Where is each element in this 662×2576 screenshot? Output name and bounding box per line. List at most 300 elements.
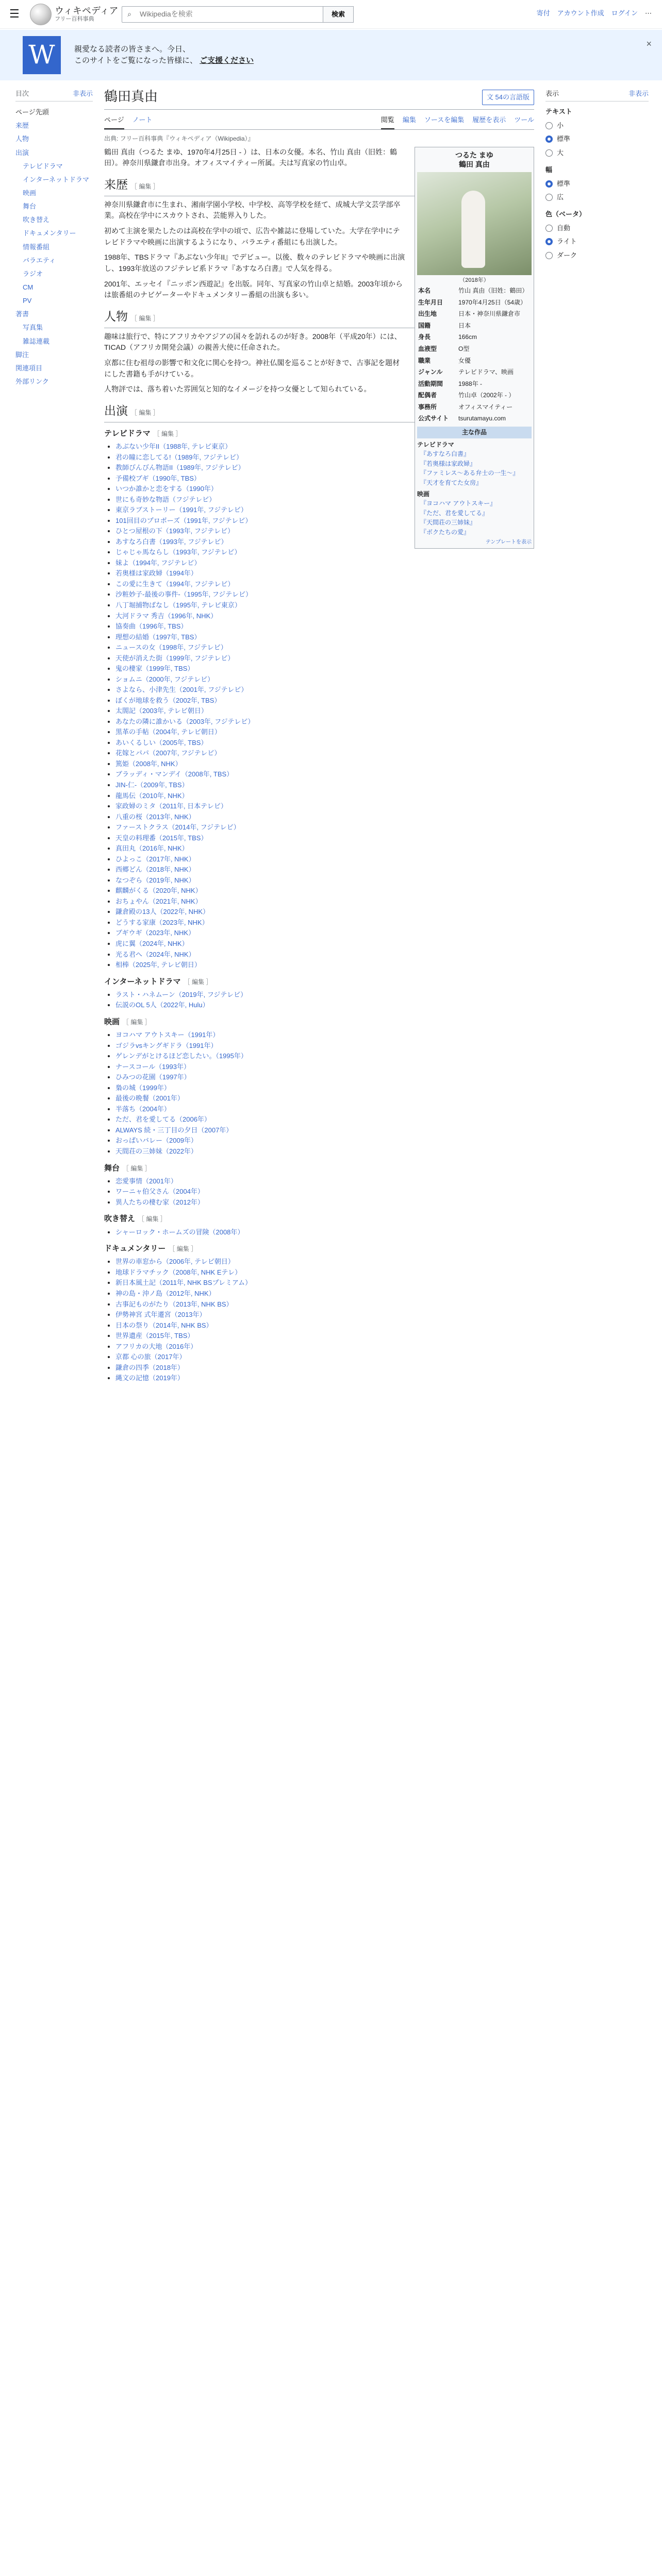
language-button[interactable]: 文 54の言語版 <box>482 90 534 105</box>
work-link[interactable]: 縄文の記憶（2019年） <box>115 1374 184 1382</box>
works-item[interactable]: 『若奥様は家政婦』 <box>420 460 476 467</box>
list-item <box>115 1041 534 1052</box>
list-item <box>115 791 534 802</box>
infobox-row <box>417 401 532 413</box>
work-link[interactable]: あいくるしい（2005年, TBS） <box>115 738 208 747</box>
work-link[interactable]: ヨコハマ アウトスキー（1991年） <box>115 1031 220 1039</box>
work-link[interactable]: 半落ち（2004年） <box>115 1105 171 1113</box>
work-link[interactable]: 龍馬伝（2010年, NHK） <box>115 791 189 800</box>
list-item <box>115 822 534 833</box>
work-link[interactable]: 天皇の料理番（2015年, TBS） <box>115 834 208 842</box>
tab-history[interactable]: 履歴を表示 <box>472 115 506 124</box>
list-item <box>115 939 534 950</box>
edit-link[interactable]: ［ 編集 ］ <box>123 1164 151 1172</box>
work-link[interactable]: JIN-仁-（2009年, TBS） <box>115 781 189 789</box>
list-item <box>115 579 534 590</box>
toc-item[interactable]: インターネットドラマ <box>23 175 89 183</box>
list-item <box>115 664 534 674</box>
work-link[interactable]: ひとつ屋根の下（1993年, フジテレビ） <box>115 527 235 535</box>
list-item <box>115 843 534 854</box>
search-box <box>122 6 354 23</box>
tab-talk[interactable]: ノート <box>132 115 153 124</box>
list-item <box>115 1320 534 1331</box>
work-link[interactable]: 鎌倉の四季（2018年） <box>115 1363 184 1371</box>
works-item[interactable]: 『ファミレス～ある弁士の一生～』 <box>420 469 519 477</box>
infobox-key: 本名 <box>418 286 431 294</box>
toc-title: 目次 <box>15 90 29 97</box>
work-link[interactable]: ひみつの花園（1997年） <box>115 1073 191 1081</box>
text-size-standard[interactable]: 標準 <box>545 132 649 146</box>
toc-item[interactable]: PV <box>23 297 32 305</box>
list-item <box>115 1051 534 1062</box>
infobox-key: 活動期間 <box>418 380 443 387</box>
net-drama-list <box>115 990 534 1011</box>
work-link[interactable]: 相棒（2025年, テレビ朝日） <box>115 961 201 969</box>
infobox-row <box>417 378 532 390</box>
section-person: 人物 ［ 編集 ］ <box>104 308 534 328</box>
toc-item[interactable]: バラエティ <box>23 256 56 264</box>
banner-text-2: このサイトをご覧になった皆様に、 <box>74 56 197 65</box>
portrait-photo[interactable] <box>417 172 532 275</box>
color-dark[interactable]: ダーク <box>545 249 649 262</box>
works-item[interactable]: 『ヨコハマ アウトスキー』 <box>420 500 496 507</box>
work-link[interactable]: 世にも奇妙な物語（フジテレビ） <box>115 495 216 503</box>
work-link[interactable]: 君の瞳に恋してる!（1989年, フジテレビ） <box>115 453 243 461</box>
works-category: テレビドラマ <box>417 440 454 448</box>
list-item <box>115 1072 534 1083</box>
main-content <box>104 89 534 1384</box>
work-link[interactable]: 日本の祭り（2014年, NHK BS） <box>115 1321 213 1329</box>
list-item <box>115 1176 534 1187</box>
work-link[interactable]: ショムニ（2000年, フジテレビ） <box>115 675 214 683</box>
toc-item[interactable]: 吹き替え <box>23 216 50 224</box>
infobox-key: 公式サイト <box>418 415 449 422</box>
list-item <box>115 1227 534 1238</box>
list-item <box>115 759 534 770</box>
infobox-key: ジャンル <box>418 368 443 376</box>
tab-edit-source[interactable]: ソースを編集 <box>424 115 465 124</box>
infobox-value: テレビドラマ、映画 <box>458 368 514 376</box>
edit-link[interactable]: ［ 編集 ］ <box>153 430 182 437</box>
template-link[interactable]: テンプレートを表示 <box>485 539 532 545</box>
list-item <box>115 896 534 907</box>
appearance-title: 表示 <box>545 90 559 97</box>
work-link[interactable]: ニュースの女（1998年, フジテレビ） <box>115 643 227 652</box>
toc-list <box>15 106 93 388</box>
infobox-value: 日本・神奈川県鎌倉市 <box>458 310 521 318</box>
work-link[interactable]: ブラッディ・マンデイ（2008年, TBS） <box>115 770 234 778</box>
stage-list <box>115 1176 534 1208</box>
list-item <box>115 1257 534 1267</box>
infobox-key: 血液型 <box>418 345 437 352</box>
work-link[interactable]: 黒革の手帖（2004年, テレビ朝日） <box>115 728 221 736</box>
documentary-list <box>115 1257 534 1383</box>
works-item[interactable]: 『ボクたちの愛』 <box>420 529 470 536</box>
appearance-panel <box>545 89 649 262</box>
infobox-table <box>417 285 532 425</box>
toc-item[interactable]: 映画 <box>23 189 37 197</box>
work-link[interactable]: 101回目のプロポーズ（1991年, フジテレビ） <box>115 516 252 524</box>
work-link[interactable]: 新日本風土記（2011年, NHK BSプレミアム） <box>115 1279 252 1287</box>
appearance-hide-button[interactable]: 非表示 <box>628 90 649 97</box>
list-item <box>115 1136 534 1146</box>
search-button[interactable]: 検索 <box>323 6 354 23</box>
list-item <box>115 1197 534 1208</box>
work-link[interactable]: 光る君へ（2024年, NHK） <box>115 950 195 958</box>
toc-hide-button[interactable]: 非表示 <box>72 90 93 97</box>
infobox-value: 竹山 真由（旧姓：鶴田） <box>458 286 528 294</box>
list-item <box>115 727 534 738</box>
list-item <box>115 632 534 643</box>
edit-link[interactable]: ［ 編集 ］ <box>169 1245 197 1253</box>
list-item <box>115 1342 534 1352</box>
work-link[interactable]: 予備校ブギ（1990年, TBS） <box>115 474 201 482</box>
article-body <box>104 147 534 1384</box>
tab-edit[interactable]: 編集 <box>402 115 416 124</box>
work-link[interactable]: ゲレンデがとけるほど恋したい。（1995年） <box>115 1052 247 1060</box>
work-link[interactable]: ゴジラvsキングギドラ（1991年） <box>115 1041 218 1049</box>
work-link[interactable]: 太閤記（2003年, テレビ朝日） <box>115 707 208 715</box>
history-paragraph: 2001年、エッセイ『ニッポン西遊記』を出版。同年、写真家の竹山卓と結婚。2003年頃からは旅番組のナビゲーターやドキュメンタリー番組の出演も多い。 <box>104 279 403 299</box>
radio-icon <box>545 180 553 188</box>
work-link[interactable]: 理想の結婚（1997年, TBS） <box>115 633 201 641</box>
list-item <box>115 1331 534 1342</box>
edit-link[interactable]: ［ 編集 ］ <box>138 1215 167 1223</box>
more-icon[interactable]: ⋯ <box>645 9 652 17</box>
works-category: 映画 <box>417 490 430 498</box>
list-item <box>115 886 534 896</box>
infobox-key: 生年月日 <box>418 298 443 306</box>
list-item <box>115 621 534 632</box>
work-link[interactable]: さよなら、小津先生（2001年, フジテレビ） <box>115 686 248 694</box>
infobox-row <box>417 320 532 332</box>
list-item <box>115 738 534 749</box>
works-item[interactable]: 『天間荘の三姉妹』 <box>420 519 476 527</box>
work-link[interactable]: この愛に生きて（1994年, フジテレビ） <box>115 580 235 588</box>
work-link[interactable]: 異人たちの棲む家（2012年） <box>115 1198 204 1206</box>
width-label: 幅 <box>545 165 553 174</box>
tab-read[interactable]: 閲覧 <box>381 113 394 129</box>
movie-list <box>115 1030 534 1157</box>
source-note: 出典: フリー百科事典『ウィキペディア（Wikipedia）』 <box>104 134 254 142</box>
list-item <box>115 833 534 844</box>
works-item[interactable]: 『天才を育てた女房』 <box>420 479 483 487</box>
toc-item[interactable]: ページ先頭 <box>15 108 49 116</box>
infobox-row <box>417 355 532 367</box>
text-size-label: テキスト <box>545 108 572 116</box>
radio-icon <box>545 238 553 245</box>
list-item <box>115 1083 534 1094</box>
work-link[interactable]: 伝説のOL 5人（2022年, Hulu） <box>115 1001 209 1009</box>
radio-icon <box>545 194 553 201</box>
work-link[interactable]: 沙粧妙子-最後の事件-（1995年, フジテレビ） <box>115 590 253 599</box>
list-item <box>115 748 534 759</box>
work-link[interactable]: 伊勢神宮 式年遷宮（2013年） <box>115 1311 206 1319</box>
search-input[interactable] <box>137 9 323 20</box>
toc-item[interactable]: テレビドラマ <box>23 162 63 170</box>
main-menu-icon[interactable]: ☰ <box>9 7 20 21</box>
list-item <box>115 801 534 812</box>
subsection-dub: 吹き替え ［ 編集 ］ <box>104 1214 167 1224</box>
list-item <box>115 1352 534 1363</box>
toc-item[interactable]: 出演 <box>15 148 29 157</box>
subsection-stage: 舞台 ［ 編集 ］ <box>104 1163 151 1173</box>
section-history: 来歴 ［ 編集 ］ <box>104 176 534 196</box>
work-link[interactable]: あすなろ白書（1993年, フジテレビ） <box>115 537 228 546</box>
work-link[interactable]: 教師びんびん物語II（1989年, フジテレビ） <box>115 464 245 472</box>
infobox-row <box>417 389 532 401</box>
work-link[interactable]: 世界の車窓から（2006年, テレビ朝日） <box>115 1258 235 1266</box>
list-item <box>115 875 534 886</box>
edit-link[interactable]: ［ 編集 ］ <box>131 409 159 417</box>
person-paragraph: 趣味は旅行で、特にアフリカやアジアの国々を訪れるのが好き。2008年（平成20年）には、TICAD（アフリカ開発会議）の親善大使に任命された。 <box>104 332 402 352</box>
edit-link[interactable]: ［ 編集 ］ <box>184 978 212 986</box>
work-link[interactable]: ぼくが地球を救う（2002年, TBS） <box>115 696 221 704</box>
radio-icon <box>545 135 553 143</box>
list-item <box>115 1000 534 1011</box>
list-item <box>115 1267 534 1278</box>
donate-link[interactable]: 寄付 <box>536 9 550 17</box>
work-link[interactable]: ナースコール（1993年） <box>115 1062 191 1071</box>
page-tabs <box>104 113 534 130</box>
list-item <box>115 642 534 653</box>
infobox-row <box>417 285 532 297</box>
subsection-doc: ドキュメンタリー ［ 編集 ］ <box>104 1244 197 1253</box>
work-link[interactable]: おっぱいバレー（2009年） <box>115 1137 197 1145</box>
work-link[interactable]: 鎌倉殿の13人（2022年, NHK） <box>115 908 210 916</box>
infobox-value: 1988年 - <box>458 380 483 387</box>
toc-item[interactable]: 雑誌連載 <box>23 337 50 345</box>
list-item <box>115 1030 534 1041</box>
user-links <box>537 8 652 19</box>
color-auto[interactable]: 自動 <box>545 222 649 235</box>
infobox <box>415 147 534 549</box>
work-link[interactable]: どうする家康（2023年, NHK） <box>115 918 209 926</box>
work-link[interactable]: 地球ドラマチック（2008年, NHK Eテレ） <box>115 1268 242 1276</box>
list-item <box>115 1299 534 1310</box>
person-paragraph: 人物評では、落ち着いた雰囲気と知的なイメージを持つ女優として知られている。 <box>104 385 371 394</box>
toc-item[interactable]: 来歴 <box>15 122 29 130</box>
list-item <box>115 1363 534 1374</box>
infobox-value: 1970年4月25日（54歳） <box>458 298 527 306</box>
site-name: ウィキペディア <box>55 5 119 16</box>
toc-item[interactable]: 情報番組 <box>23 243 50 251</box>
list-item <box>115 812 534 823</box>
infobox-row <box>417 331 532 343</box>
toc-item[interactable]: 関連項目 <box>15 364 43 372</box>
work-link[interactable]: 東京ラブストーリー（1991年, フジテレビ） <box>115 506 247 514</box>
page-title: 鶴田真由 <box>104 89 158 105</box>
work-link[interactable]: 八重の桜（2013年, NHK） <box>115 812 195 821</box>
toc-sidebar <box>15 89 93 388</box>
infobox-row <box>417 308 532 320</box>
text-size-small[interactable]: 小 <box>545 119 649 132</box>
work-link[interactable]: 世界遺産（2015年, TBS） <box>115 1332 194 1340</box>
work-link[interactable]: 妹よ（1994年, フジテレビ） <box>115 558 201 567</box>
radio-icon <box>545 225 553 232</box>
list-item <box>115 960 534 971</box>
list-item <box>115 653 534 664</box>
edit-link[interactable]: ［ 編集 ］ <box>131 182 159 190</box>
search-icon: ⌕ <box>127 10 131 19</box>
history-paragraph: 初めて主演を果たしたのは高校在学中の頃で、広告や雑誌に登場していた。大学在学中にテレビドラマや映画に出演するようになり、バラエティ番組にも出演した。 <box>104 226 400 246</box>
person-paragraph: 京都に住む祖母の影響で和文化に関心を持つ。神社仏閣を巡ることが好きで、古事記を題材にした書籍も手がけている。 <box>104 359 400 378</box>
site-tagline: フリー百科事典 <box>55 16 94 23</box>
toc-item[interactable]: ラジオ <box>23 269 43 278</box>
toc-item[interactable]: 人物 <box>15 135 29 143</box>
work-link[interactable]: 鬼の棲家（1999年, TBS） <box>115 665 194 673</box>
work-link[interactable]: 篤姫（2008年, NHK） <box>115 759 182 768</box>
site-header <box>0 0 662 29</box>
list-item <box>115 865 534 875</box>
list-item <box>115 950 534 960</box>
infobox-works <box>417 440 532 537</box>
work-link[interactable]: あなたの隣に誰かいる（2003年, フジテレビ） <box>115 717 255 725</box>
list-item <box>115 1310 534 1320</box>
toc-item[interactable]: ドキュメンタリー <box>23 229 76 238</box>
infobox-value: tsurutamayu.com <box>458 415 506 422</box>
work-link[interactable]: 家政婦のミタ（2011年, 日本テレビ） <box>115 802 227 810</box>
work-link[interactable]: 梟の城（1999年） <box>115 1083 171 1092</box>
infobox-value: オフィスマイティー <box>458 403 513 411</box>
section-appearances: 出演 ［ 編集 ］ <box>104 402 534 422</box>
infobox-kana: つるた まゆ <box>455 150 493 159</box>
wikipedia-logo[interactable] <box>30 4 118 25</box>
photo-caption: （2018年） <box>459 277 489 283</box>
list-item <box>115 1062 534 1073</box>
work-link[interactable]: 京都 心の旅（2017年） <box>115 1353 186 1361</box>
list-item <box>115 717 534 727</box>
toc-item[interactable]: 写真集 <box>23 324 43 332</box>
subsection-tv: テレビドラマ ［ 編集 ］ <box>104 429 182 438</box>
work-link[interactable]: 協奏曲（1996年, TBS） <box>115 622 188 631</box>
radio-icon <box>545 122 553 129</box>
infobox-value: 竹山卓（2002年 - ） <box>458 392 515 399</box>
list-item <box>115 589 534 600</box>
work-link[interactable]: シャーロック・ホームズの冒険（2008年） <box>115 1228 244 1236</box>
list-item <box>115 706 534 717</box>
work-link[interactable]: 西郷どん（2018年, NHK） <box>115 866 195 874</box>
infobox-row <box>417 343 532 355</box>
toc-item[interactable]: 外部リンク <box>15 377 49 385</box>
work-link[interactable]: 天間荘の三姉妹（2022年） <box>115 1147 197 1155</box>
text-size-large[interactable]: 大 <box>545 146 649 160</box>
work-link[interactable]: 天使が消えた街（1999年, フジテレビ） <box>115 654 235 662</box>
work-link[interactable]: 大河ドラマ 秀吉（1996年, NHK） <box>115 612 218 620</box>
list-item <box>115 918 534 928</box>
list-item <box>115 1289 534 1299</box>
list-item <box>115 685 534 696</box>
infobox-key: 職業 <box>418 357 431 364</box>
width-wide[interactable]: 広 <box>545 191 649 204</box>
list-item <box>115 780 534 791</box>
work-link[interactable]: 虎に翼（2024年, NHK） <box>115 939 189 947</box>
toc-item[interactable]: 舞台 <box>23 202 37 211</box>
infobox-value: O型 <box>458 345 470 352</box>
tab-tools[interactable]: ツール <box>514 115 534 124</box>
subsection-movie: 映画 ［ 編集 ］ <box>104 1017 151 1026</box>
work-link[interactable]: ただ、君を愛してる（2006年） <box>115 1115 211 1124</box>
work-link[interactable]: なつぞら（2019年, NHK） <box>115 876 195 884</box>
work-link[interactable]: 八丁堀捕物ばなし（1995年, テレビ東京） <box>115 601 241 609</box>
work-link[interactable]: ALWAYS 続・三丁目の夕日（2007年） <box>115 1126 233 1134</box>
infobox-row <box>417 413 532 425</box>
work-link[interactable]: 若奥様は家政婦（1994年） <box>115 569 197 578</box>
works-item[interactable]: 『あすなろ白書』 <box>420 450 470 458</box>
list-item <box>115 928 534 939</box>
list-item <box>115 558 534 569</box>
subsection-net: インターネットドラマ ［ 編集 ］ <box>104 977 212 986</box>
work-link[interactable]: 花嫁とパパ（2007年, フジテレビ） <box>115 749 221 757</box>
donation-banner <box>0 30 662 80</box>
work-link[interactable]: アフリカの大地（2016年） <box>115 1342 197 1350</box>
list-item <box>115 1278 534 1289</box>
history-paragraph: 1988年、TBSドラマ『あぶない少年II』でデビュー。以後、数々のテレビドラマや映画に出演し、1993年放送のフジテレビ系ドラマ『あすなろ白書』で人気を得る。 <box>104 253 405 273</box>
work-link[interactable]: ラスト・ハネムーン（2019年, フジテレビ） <box>115 990 247 998</box>
work-link[interactable]: おちょやん（2021年, NHK） <box>115 897 202 905</box>
infobox-value: 女優 <box>458 357 471 364</box>
list-item <box>115 611 534 622</box>
login-link[interactable]: ログイン <box>611 9 638 17</box>
close-icon[interactable]: × <box>646 39 652 49</box>
work-link[interactable]: ブギウギ（2023年, NHK） <box>115 929 195 937</box>
edit-link[interactable]: ［ 編集 ］ <box>123 1018 151 1026</box>
toc-item[interactable]: 著書 <box>15 310 29 318</box>
work-link[interactable]: 神の島・沖ノ島（2012年, NHK） <box>115 1289 216 1297</box>
work-link[interactable]: 恋愛事情（2001年） <box>115 1177 177 1185</box>
toc-item[interactable]: 脚注 <box>15 350 29 359</box>
work-link[interactable]: 古事記ものがたり（2013年, NHK BS） <box>115 1300 233 1308</box>
width-standard[interactable]: 標準 <box>545 177 649 191</box>
work-link[interactable]: じゃじゃ馬ならし（1993年, フジテレビ） <box>115 548 241 556</box>
work-link[interactable]: ひよっこ（2017年, NHK） <box>115 855 195 863</box>
infobox-works-title: 主な作品 <box>417 427 532 438</box>
work-link[interactable]: ワーニャ伯父さん（2004年） <box>115 1188 204 1196</box>
list-item <box>115 696 534 706</box>
list-item <box>115 1125 534 1136</box>
works-item[interactable]: 『ただ、君を愛してる』 <box>420 509 489 517</box>
tab-page[interactable]: ページ <box>104 113 124 129</box>
list-item <box>115 547 534 558</box>
infobox-key: 身長 <box>418 333 431 341</box>
banner-donate-link[interactable]: ご支援ください <box>200 56 254 65</box>
lead-paragraph: 鶴田 真由（つるた まゆ、1970年4月25日 - ）は、日本の女優。本名、竹山 真由（旧姓：鶴田）。神奈川県鎌倉市出身。オフィスマイティー所属。夫は写真家の竹山卓。 <box>104 147 398 167</box>
globe-icon <box>30 4 52 25</box>
dub-list <box>115 1227 534 1238</box>
work-link[interactable]: 麒麟がくる（2020年, NHK） <box>115 887 202 895</box>
list-item <box>115 1104 534 1115</box>
history-paragraph: 神奈川県鎌倉市に生まれ、湘南学園小学校、中学校、高等学校を経て、成城大学文芸学部卒業。高校在学中にスカウトされ、芸能界入りした。 <box>104 200 401 220</box>
infobox-key: 国籍 <box>418 321 431 329</box>
work-link[interactable]: 真田丸（2016年, NHK） <box>115 844 189 853</box>
infobox-value: 日本 <box>458 321 471 329</box>
work-link[interactable]: いつか誰かと恋をする（1990年） <box>115 485 218 493</box>
list-item <box>115 1114 534 1125</box>
list-item <box>115 600 534 611</box>
create-account-link[interactable]: アカウント作成 <box>557 9 604 17</box>
banner-text-1: 親愛なる読者の皆さまへ。今日、 <box>74 44 191 54</box>
infobox-row <box>417 297 532 309</box>
color-light[interactable]: ライト <box>545 235 649 248</box>
work-link[interactable]: 最後の晩餐（2001年） <box>115 1094 184 1103</box>
wikipedia-w-icon: W <box>23 36 61 74</box>
work-link[interactable]: あぶない少年II（1988年, テレビ東京） <box>115 443 232 451</box>
edit-link[interactable]: ［ 編集 ］ <box>131 315 159 323</box>
infobox-name: 鶴田 真由 <box>459 160 490 168</box>
infobox-key: 配偶者 <box>418 392 437 399</box>
toc-item[interactable]: CM <box>23 283 34 291</box>
work-link[interactable]: ファーストクラス（2014年, フジテレビ） <box>115 823 240 832</box>
